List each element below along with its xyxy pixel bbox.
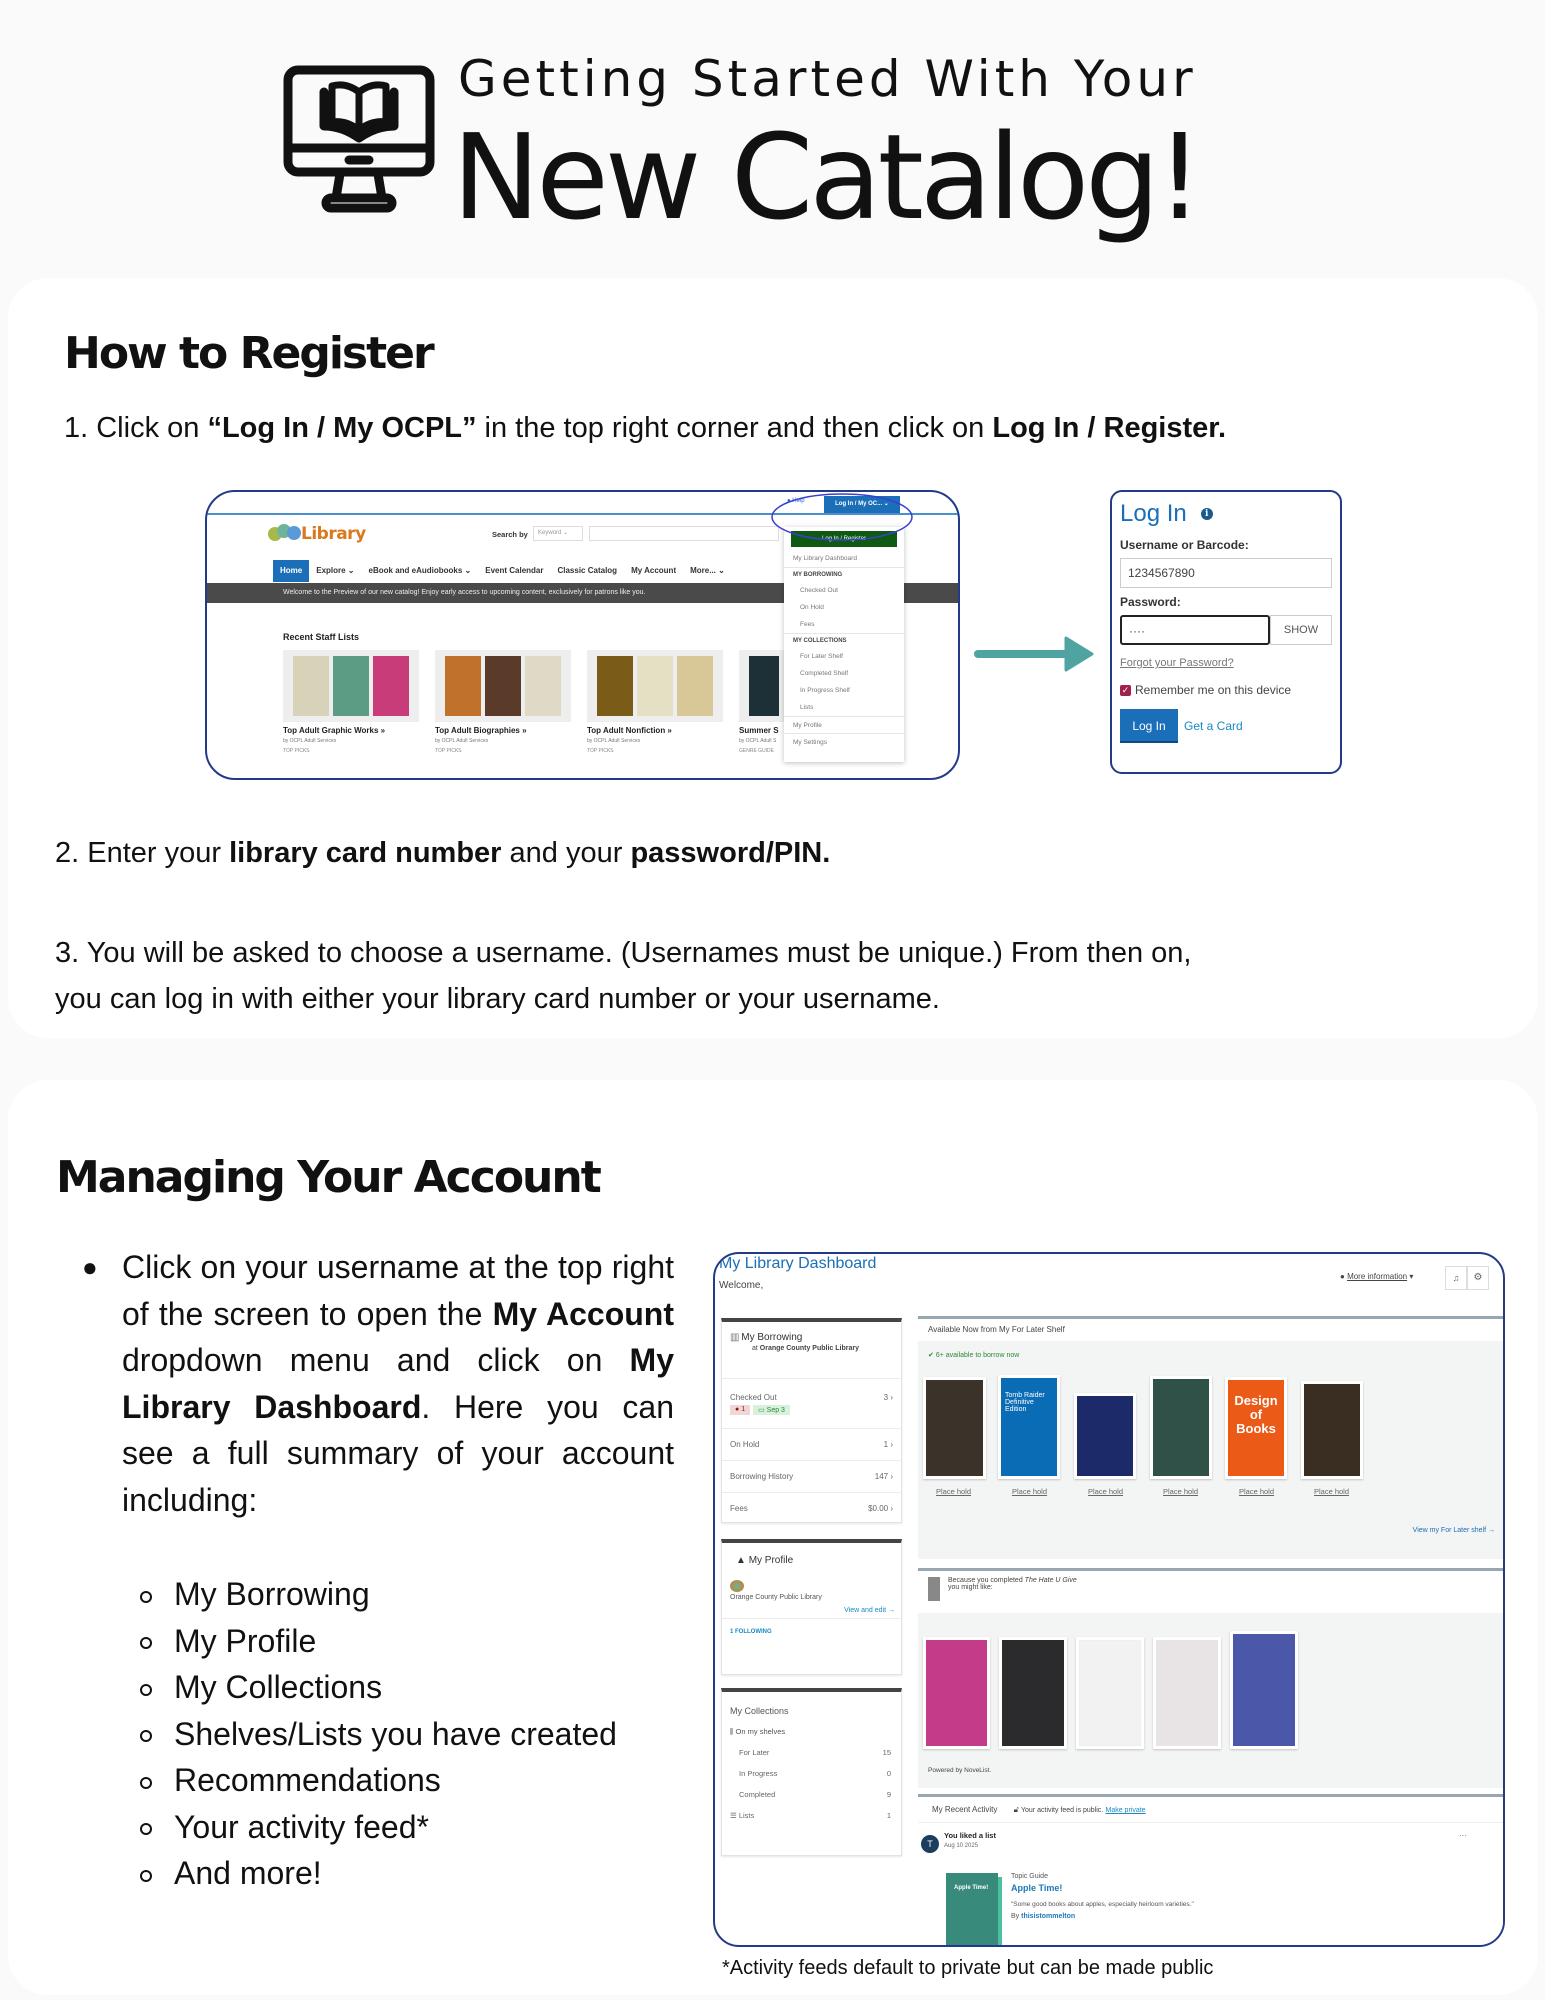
dropdown-on-hold[interactable]: On Hold [800,604,824,611]
dropdown-checked-out[interactable]: Checked Out [800,587,838,594]
make-private-link[interactable]: Make private [1105,1807,1146,1814]
circle-bullet-icon [140,1684,152,1696]
checked-out-row[interactable]: Checked Out 3 › ● 1 ▭ Sep 3 [722,1378,901,1428]
list-covers [435,650,571,722]
list-covers [587,650,723,722]
dropdown-for-later[interactable]: For Later Shelf [800,653,843,660]
account-features-list [140,1571,617,1897]
main-nav [273,560,732,582]
book-cover[interactable]: Design of Books [1225,1377,1287,1479]
dropdown-dashboard[interactable]: My Library Dashboard [793,555,857,562]
activity-section: My Recent Activity 🔓︎ Your activity feed is public. Make private T You liked a list Aug 10 2025 ··· Apple Time! Topic Guide Apple Time! "Some good books about apples, especially heirloom varieties." By thisistommelton [918,1794,1505,1947]
nav-event-calendar[interactable]: Event Calendar [485,566,544,575]
my-collections-card: My Collections ⫼ On my shelves For Later 15 In Progress 0 Completed 9 ☰ Lists 1 [721,1688,902,1856]
info-icon[interactable]: i [1201,508,1213,520]
my-profile-card: ▲ My Profile Orange County Public Library View and edit → 1 FOLLOWING [721,1539,902,1675]
computer-book-icon [282,64,436,214]
step-2: 2. Enter your library card number and your password/PIN. [55,837,831,869]
list-card[interactable]: Top Adult Nonfiction » by OCPL Adult Services TOP PICKS [587,650,723,754]
book-cover[interactable] [1076,1637,1144,1749]
settings-button[interactable] [1467,1266,1489,1290]
place-hold-link[interactable]: Place hold [936,1487,972,1496]
nav-my-account[interactable]: My Account [631,566,677,575]
more-information-link[interactable]: ● More information ▾ [1340,1272,1414,1281]
nav-explore[interactable]: Explore ⌄ [316,566,355,575]
shelf-row-in-progress[interactable]: In Progress 0 [739,1769,891,1778]
register-heading: How to Register [64,328,433,379]
overdue-badge: ● 1 [730,1405,750,1415]
nav-home[interactable]: Home [273,560,309,582]
following-link[interactable]: 1 FOLLOWING [722,1618,901,1645]
list-cover[interactable]: Apple Time! [946,1873,998,1947]
place-hold-link[interactable]: Place hold [1088,1487,1124,1496]
dropdown-fees[interactable]: Fees [800,621,815,628]
recommendations-section: Because you completed The Hate U Give you might like: Powered by NoveList. [918,1568,1505,1788]
get-a-card-link[interactable]: Get a Card [1184,719,1243,733]
profile-avatar [730,1580,744,1592]
circle-bullet-icon [140,1591,152,1603]
page-title: New Catalog! [452,108,1200,246]
forgot-password-link[interactable]: Forgot your Password? [1120,657,1234,669]
list-item: My Collections [140,1664,617,1711]
welcome-text: Welcome, [719,1280,764,1291]
my-borrowing-card: ▥ My Borrowing at Orange County Public Library Checked Out 3 › ● 1 ▭ Sep 3 On Hold 1 › Borrowing History 147 › Fees $0.00 › [721,1318,902,1523]
book-cover[interactable] [1301,1381,1363,1479]
username-input[interactable]: 1234567890 [1120,558,1332,588]
step-1: 1. Click on “Log In / My OCPL” in the top right corner and then click on Log In / Register. [64,412,1227,444]
remember-checkbox[interactable]: ✓ [1121,684,1130,695]
available-status: ✔ 6+ available to borrow now [928,1352,1020,1359]
dropdown-completed[interactable]: Completed Shelf [800,670,849,677]
list-card[interactable]: Top Adult Biographies » by OCPL Adult Services TOP PICKS [435,650,571,754]
dropdown-in-progress[interactable]: In Progress Shelf [800,687,850,694]
place-hold-link[interactable]: Place hold [1012,1487,1048,1496]
due-date-badge: ▭ Sep 3 [753,1405,790,1415]
book-cover[interactable] [1150,1376,1212,1479]
step-3: 3. You will be asked to choose a username. (Usernames must be unique.) From then on, you can log in with either your library card number or your username. [55,937,1192,1015]
circle-bullet-icon [140,1823,152,1835]
password-input[interactable]: ···· [1120,615,1270,645]
available-now-section: Available Now from My For Later Shelf ✔ 6+ available to borrow now Tomb Raider Definitive Edition Design of Books Place hold Place hold Place hold Place hold Place hold Place hold View my For Later shelf → [918,1316,1505,1559]
dashboard-screenshot [713,1252,1505,1947]
footnote: *Activity feeds default to private but can be made public [722,1957,1214,1979]
remember-label: Remember me on this device [1135,683,1292,697]
login-form [1110,490,1342,774]
catalog-screenshot [205,490,960,780]
show-password-button[interactable]: SHOW [1270,615,1332,645]
bell-icon: ♫ [1452,1273,1460,1283]
title-line1: Getting Started With Your [458,50,1197,108]
shelf-row-for-later[interactable]: For Later 15 [739,1748,891,1757]
book-thumbnail [928,1577,940,1601]
user-icon: ▲ [736,1555,746,1566]
logo-swirl-icon [267,522,301,544]
view-for-later-link[interactable]: View my For Later shelf → [1412,1527,1495,1534]
dashboard-title: My Library Dashboard [719,1255,877,1272]
search-by-label: Search by [492,530,528,539]
login-title: Log In [1120,500,1187,527]
view-edit-link[interactable]: View and edit → [844,1607,895,1614]
list-item: My Borrowing [140,1571,617,1618]
dropdown-borrowing-header: MY BORROWING [784,567,904,582]
list-card[interactable]: Summer S by OCPL Adult S GENRE GUIDE [739,650,789,754]
account-menu-button[interactable]: Log In / My OC... ⌄ [824,496,900,513]
log-in-register-button[interactable]: Log In / Register [791,531,897,547]
books-icon: ⫼ [730,1727,734,1736]
book-cover[interactable]: Tomb Raider Definitive Edition [998,1375,1060,1479]
notifications-button[interactable] [1445,1266,1467,1290]
dropdown-settings[interactable]: My Settings [784,733,904,750]
list-covers [283,650,419,722]
place-hold-link[interactable]: Place hold [1163,1487,1199,1496]
dropdown-lists[interactable]: Lists [800,704,814,711]
nav-ebooks[interactable]: eBook and eAudiobooks ⌄ [368,566,472,575]
list-item: And more! [140,1850,617,1897]
password-label: Password: [1120,595,1181,609]
borrowing-history-row[interactable]: Borrowing History 147 › [722,1460,901,1492]
list-item: Recommendations [140,1757,617,1804]
search-input[interactable] [589,526,779,541]
help-link[interactable]: ● Help [787,498,805,504]
nav-more[interactable]: More... ⌄ [690,566,725,575]
place-hold-link[interactable]: Place hold [1239,1487,1275,1496]
shelf-row-completed[interactable]: Completed 9 [739,1790,891,1799]
lists-row[interactable]: ☰ Lists 1 [730,1811,891,1820]
arrow-right-icon [972,634,1096,674]
book-cover[interactable] [1074,1393,1136,1479]
library-logo: Library [267,522,366,544]
dropdown-profile[interactable]: My Profile [784,716,904,733]
list-covers [739,650,789,722]
list-item: Your activity feed* [140,1804,617,1851]
avatar: T [921,1835,939,1853]
circle-bullet-icon [140,1777,152,1789]
gear-icon: ⚙ [1473,1272,1483,1283]
list-title-link[interactable]: Apple Time! [1011,1883,1063,1893]
annotation-circle [767,490,917,546]
on-hold-row[interactable]: On Hold 1 › [722,1428,901,1460]
list-item: My Profile [140,1618,617,1665]
staff-lists-title: Recent Staff Lists [283,632,360,642]
more-options-button[interactable]: ··· [1459,1831,1467,1840]
dropdown-collections-header: MY COLLECTIONS [784,633,904,648]
fees-row[interactable]: Fees $0.00 › [722,1492,901,1524]
powered-by: Powered by NoveList. [928,1767,992,1774]
nav-classic-catalog[interactable]: Classic Catalog [557,566,618,575]
book-cover[interactable] [1153,1637,1221,1749]
circle-bullet-icon [140,1637,152,1649]
book-cover[interactable] [923,1637,990,1749]
unlock-icon: 🔓︎ [1013,1805,1019,1814]
book-cover[interactable] [1230,1631,1298,1749]
book-cover[interactable] [923,1377,986,1479]
book-cover[interactable] [999,1637,1067,1749]
login-button[interactable]: Log In [1120,709,1178,743]
circle-bullet-icon [140,1730,152,1742]
barcode-icon: ▥ [730,1332,739,1343]
manage-paragraph: ● Click on your username at the top right of the screen to open the My Account dropdown menu and click on My Library Dashboard. Here you can see a full summary of your account including: [82,1244,674,1523]
search-type-select[interactable]: Keyword ⌄ [533,526,583,541]
circle-bullet-icon [140,1870,152,1882]
place-hold-link[interactable]: Place hold [1314,1487,1350,1496]
account-dropdown [784,527,904,762]
list-icon: ☰ [730,1811,737,1820]
bullet-icon: ● [82,1252,98,1282]
manage-heading: Managing Your Account [56,1152,600,1203]
list-card[interactable]: Top Adult Graphic Works » by OCPL Adult Services TOP PICKS [283,650,419,754]
list-item: Shelves/Lists you have created [140,1711,617,1758]
author-link[interactable]: thisistommelton [1021,1913,1076,1920]
welcome-banner: Welcome to the Preview of our new catalog! Enjoy early access to upcoming content, exclusively for patrons like you. [207,583,958,603]
username-label: Username or Barcode: [1120,538,1249,552]
